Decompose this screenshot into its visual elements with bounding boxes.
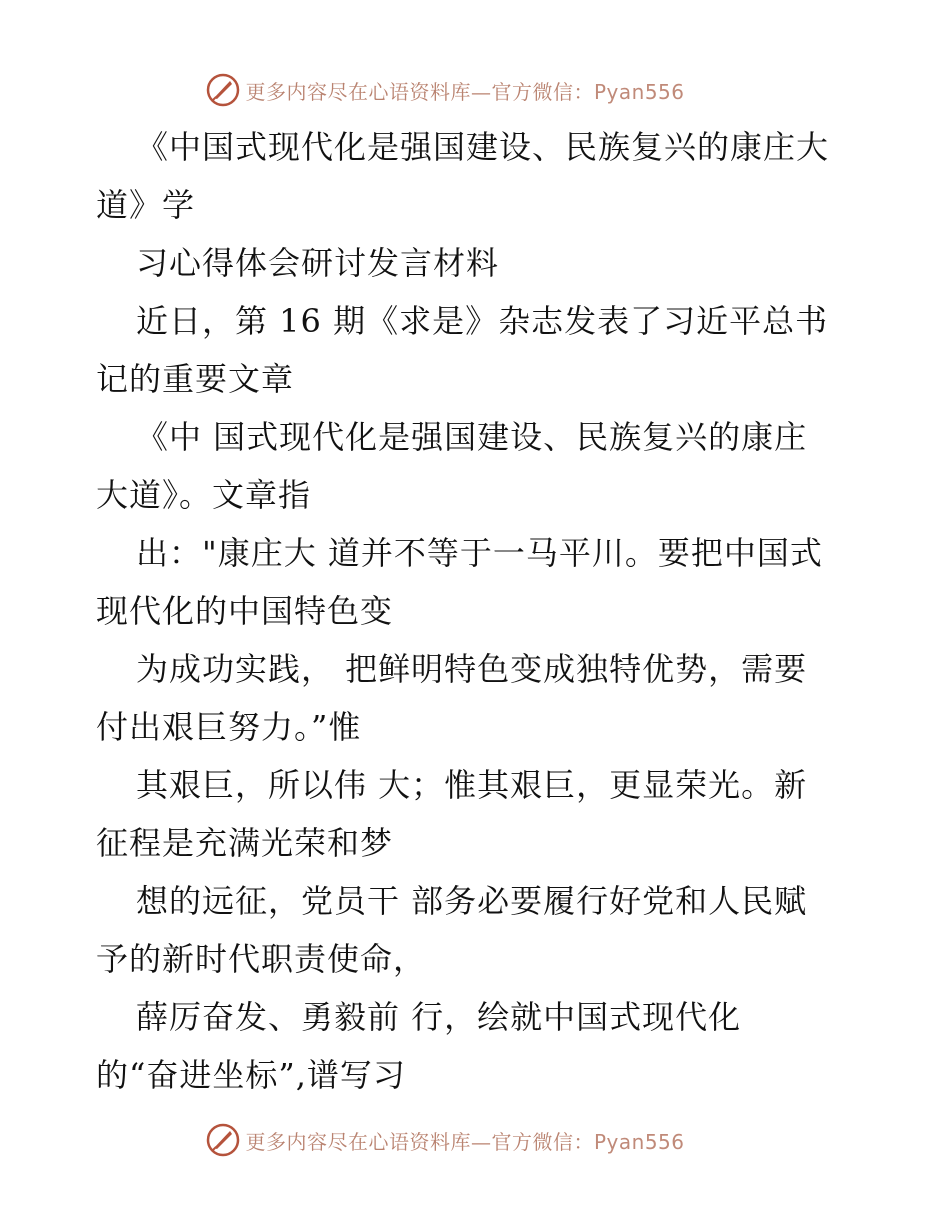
document-line: 想的远征，党员干 部务必要履行好党和人民赋 xyxy=(136,882,808,920)
watermark-id: Pyan556 xyxy=(593,1129,685,1154)
document-line: 习心得体会研讨发言材料 xyxy=(136,244,500,282)
quill-logo-icon xyxy=(205,1122,241,1158)
document-line: 近日，第 16 期《求是》杂志发表了习近平总书 xyxy=(136,302,829,340)
header-watermark xyxy=(0,70,950,110)
document-line: 其艰巨，所以伟 大；惟其艰巨，更显荣光。新 xyxy=(136,766,808,804)
document-line: 大道》。文章指 xyxy=(96,476,312,514)
watermark-text: 更多内容尽在心语资料库—官方微信： xyxy=(245,1129,594,1154)
document-line: 现代化的中国特色变 xyxy=(96,592,394,630)
document-line: 征程是充满光荣和梦 xyxy=(96,824,394,862)
watermark-id: Pyan556 xyxy=(593,79,685,104)
document-line: 道》学 xyxy=(96,186,196,224)
document-line: 薛厉奋发、勇毅前 行，绘就中国式现代化 xyxy=(136,998,742,1036)
watermark-text: 更多内容尽在心语资料库—官方微信： xyxy=(245,79,594,104)
document-body xyxy=(96,118,856,1104)
document-line: 为成功实践， 把鲜明特色变成独特优势，需要 xyxy=(136,650,808,688)
document-line: 《中国式现代化是强国建设、民族复兴的康庄大 xyxy=(136,128,830,166)
document-line: 记的重要文章 xyxy=(96,360,295,398)
document-line: 《中 国式现代化是强国建设、民族复兴的康庄 xyxy=(136,418,808,456)
document-line: 出："康庄大 道并不等于一马平川。要把中国式 xyxy=(136,534,823,572)
quill-logo-icon xyxy=(205,72,241,108)
document-line: 予的新时代职责使命， xyxy=(96,940,427,978)
document-line: 付出艰巨努力。”惟 xyxy=(96,708,362,746)
document-line: 的“奋进坐标”,谱写习 xyxy=(96,1056,406,1094)
footer-watermark xyxy=(0,1120,950,1160)
